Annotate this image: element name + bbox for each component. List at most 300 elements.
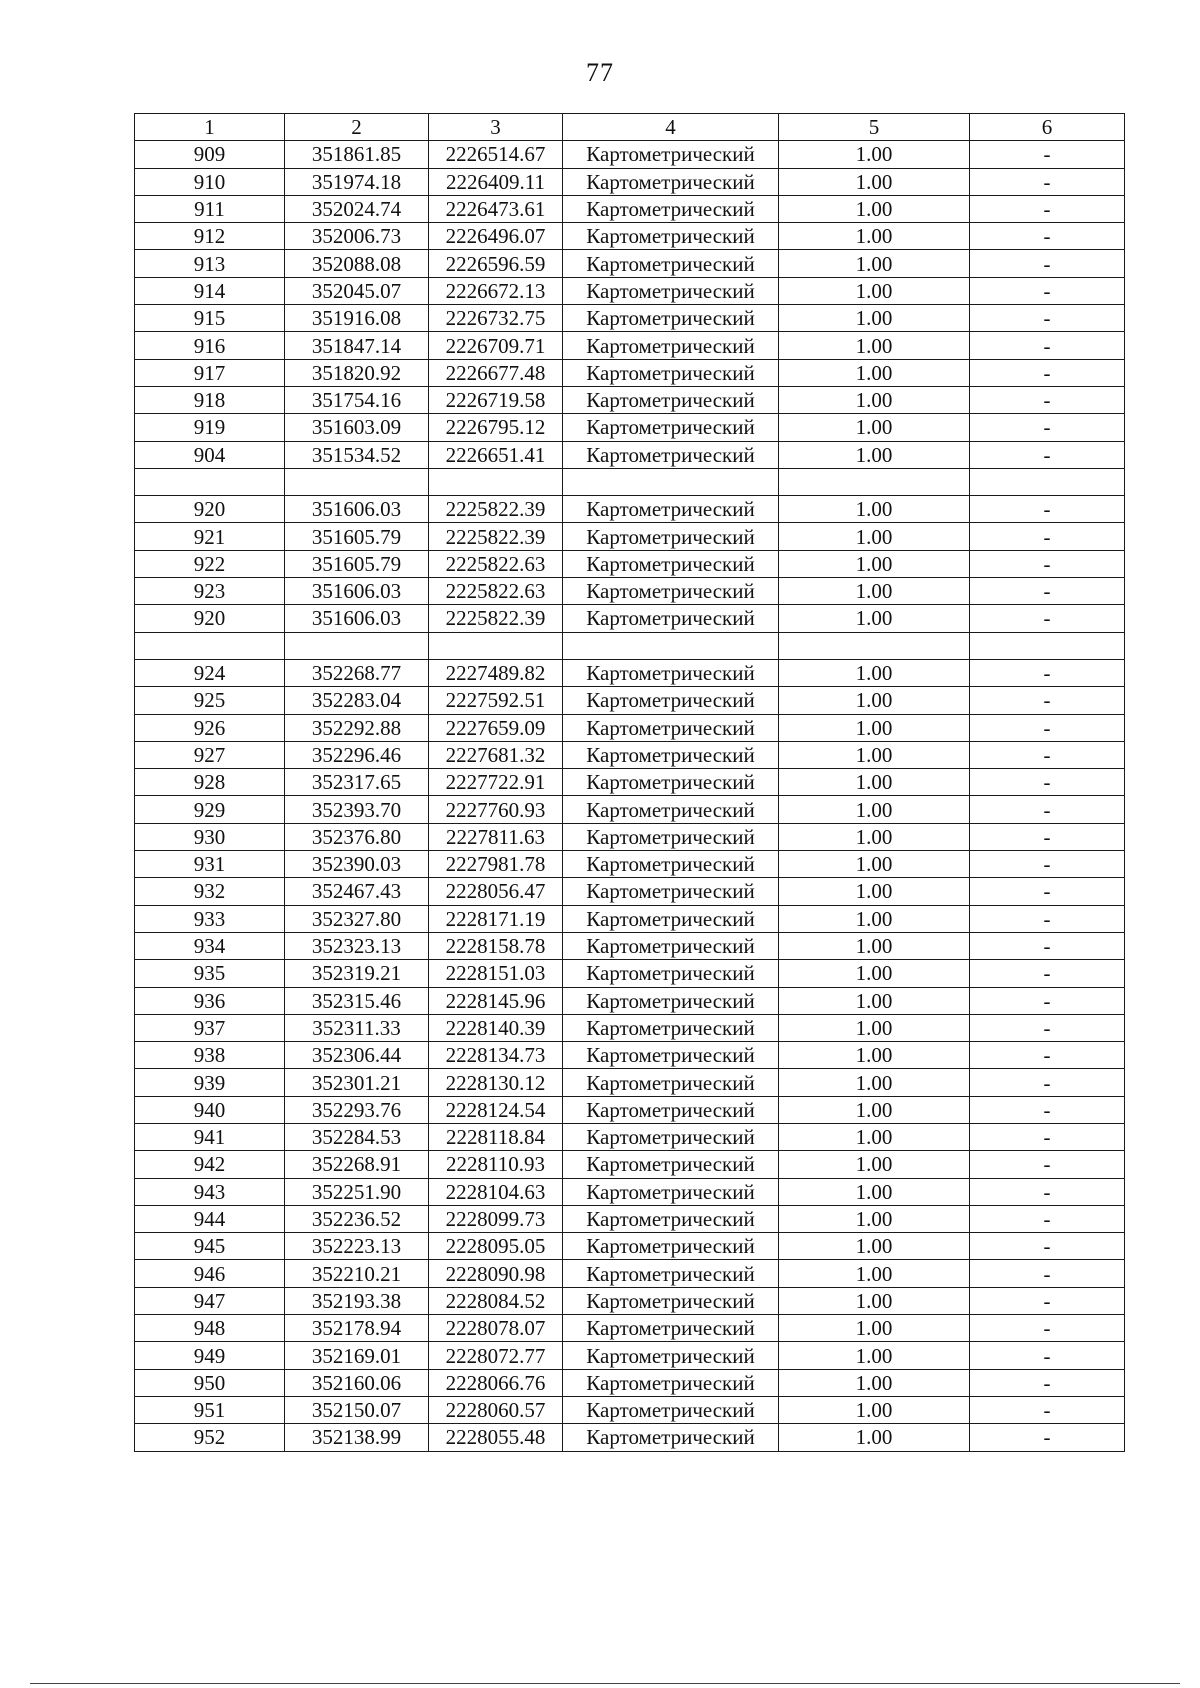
description-cell: - bbox=[970, 1042, 1125, 1069]
table-row bbox=[135, 1205, 1125, 1232]
page-number: 77 bbox=[586, 58, 614, 87]
point-number-cell: 941 bbox=[135, 1123, 285, 1150]
x-coordinate-cell: 351974.18 bbox=[285, 168, 429, 195]
description-cell: - bbox=[970, 1014, 1125, 1041]
description-cell: - bbox=[970, 1069, 1125, 1096]
point-number-cell: 950 bbox=[135, 1369, 285, 1396]
description-cell: - bbox=[970, 1396, 1125, 1423]
y-coordinate-cell: 2228066.76 bbox=[429, 1369, 563, 1396]
point-number-cell: 926 bbox=[135, 714, 285, 741]
method-cell: Картометрический bbox=[563, 250, 779, 277]
method-cell: Картометрический bbox=[563, 1178, 779, 1205]
accuracy-cell bbox=[779, 632, 970, 659]
column-header: 5 bbox=[779, 114, 970, 141]
description-cell: - bbox=[970, 414, 1125, 441]
description-cell: - bbox=[970, 250, 1125, 277]
description-cell: - bbox=[970, 332, 1125, 359]
method-cell: Картометрический bbox=[563, 714, 779, 741]
table-row bbox=[135, 550, 1125, 577]
point-number-cell bbox=[135, 468, 285, 495]
method-cell: Картометрический bbox=[563, 605, 779, 632]
y-coordinate-cell: 2227811.63 bbox=[429, 823, 563, 850]
description-cell: - bbox=[970, 687, 1125, 714]
accuracy-cell: 1.00 bbox=[779, 578, 970, 605]
accuracy-cell: 1.00 bbox=[779, 823, 970, 850]
x-coordinate-cell: 352315.46 bbox=[285, 987, 429, 1014]
description-cell: - bbox=[970, 1123, 1125, 1150]
y-coordinate-cell: 2225822.39 bbox=[429, 496, 563, 523]
y-coordinate-cell bbox=[429, 632, 563, 659]
x-coordinate-cell: 352088.08 bbox=[285, 250, 429, 277]
table-row bbox=[135, 414, 1125, 441]
table-row bbox=[135, 659, 1125, 686]
y-coordinate-cell: 2228110.93 bbox=[429, 1151, 563, 1178]
method-cell: Картометрический bbox=[563, 168, 779, 195]
method-cell: Картометрический bbox=[563, 1369, 779, 1396]
method-cell: Картометрический bbox=[563, 823, 779, 850]
method-cell: Картометрический bbox=[563, 578, 779, 605]
description-cell: - bbox=[970, 386, 1125, 413]
accuracy-cell: 1.00 bbox=[779, 1287, 970, 1314]
point-number-cell: 931 bbox=[135, 851, 285, 878]
method-cell: Картометрический bbox=[563, 1424, 779, 1451]
x-coordinate-cell: 352045.07 bbox=[285, 277, 429, 304]
point-number-cell: 927 bbox=[135, 741, 285, 768]
y-coordinate-cell: 2226473.61 bbox=[429, 195, 563, 222]
accuracy-cell: 1.00 bbox=[779, 141, 970, 168]
accuracy-cell: 1.00 bbox=[779, 1396, 970, 1423]
method-cell bbox=[563, 468, 779, 495]
x-coordinate-cell: 352327.80 bbox=[285, 905, 429, 932]
x-coordinate-cell: 352390.03 bbox=[285, 851, 429, 878]
point-number-cell: 925 bbox=[135, 687, 285, 714]
x-coordinate-cell: 351606.03 bbox=[285, 605, 429, 632]
point-number-cell: 937 bbox=[135, 1014, 285, 1041]
accuracy-cell: 1.00 bbox=[779, 1205, 970, 1232]
point-number-cell: 947 bbox=[135, 1287, 285, 1314]
point-number-cell: 909 bbox=[135, 141, 285, 168]
accuracy-cell: 1.00 bbox=[779, 796, 970, 823]
description-cell: - bbox=[970, 741, 1125, 768]
point-number-cell: 920 bbox=[135, 605, 285, 632]
y-coordinate-cell: 2226596.59 bbox=[429, 250, 563, 277]
table-header-row bbox=[135, 114, 1125, 141]
method-cell: Картометрический bbox=[563, 386, 779, 413]
method-cell: Картометрический bbox=[563, 741, 779, 768]
method-cell: Картометрический bbox=[563, 223, 779, 250]
table-row bbox=[135, 1178, 1125, 1205]
point-number-cell: 919 bbox=[135, 414, 285, 441]
accuracy-cell: 1.00 bbox=[779, 1014, 970, 1041]
accuracy-cell: 1.00 bbox=[779, 195, 970, 222]
point-number-cell: 935 bbox=[135, 960, 285, 987]
coordinates-table bbox=[134, 113, 1125, 1452]
description-cell: - bbox=[970, 1342, 1125, 1369]
accuracy-cell: 1.00 bbox=[779, 905, 970, 932]
description-cell: - bbox=[970, 1205, 1125, 1232]
x-coordinate-cell: 351861.85 bbox=[285, 141, 429, 168]
column-header: 3 bbox=[429, 114, 563, 141]
x-coordinate-cell bbox=[285, 468, 429, 495]
table-row bbox=[135, 578, 1125, 605]
accuracy-cell: 1.00 bbox=[779, 878, 970, 905]
description-cell: - bbox=[970, 796, 1125, 823]
point-number-cell: 922 bbox=[135, 550, 285, 577]
method-cell: Картометрический bbox=[563, 1096, 779, 1123]
description-cell: - bbox=[970, 1151, 1125, 1178]
accuracy-cell: 1.00 bbox=[779, 960, 970, 987]
point-number-cell: 917 bbox=[135, 359, 285, 386]
description-cell: - bbox=[970, 141, 1125, 168]
y-coordinate-cell bbox=[429, 468, 563, 495]
accuracy-cell: 1.00 bbox=[779, 1315, 970, 1342]
description-cell: - bbox=[970, 1178, 1125, 1205]
point-number-cell: 944 bbox=[135, 1205, 285, 1232]
table-row bbox=[135, 332, 1125, 359]
accuracy-cell: 1.00 bbox=[779, 987, 970, 1014]
description-cell: - bbox=[970, 1233, 1125, 1260]
y-coordinate-cell: 2226409.11 bbox=[429, 168, 563, 195]
table-row bbox=[135, 1096, 1125, 1123]
x-coordinate-cell: 351606.03 bbox=[285, 496, 429, 523]
table-row bbox=[135, 932, 1125, 959]
method-cell: Картометрический bbox=[563, 332, 779, 359]
point-number-cell: 946 bbox=[135, 1260, 285, 1287]
method-cell: Картометрический bbox=[563, 1396, 779, 1423]
y-coordinate-cell: 2228099.73 bbox=[429, 1205, 563, 1232]
x-coordinate-cell: 351534.52 bbox=[285, 441, 429, 468]
table-row bbox=[135, 1123, 1125, 1150]
x-coordinate-cell: 351820.92 bbox=[285, 359, 429, 386]
table-row bbox=[135, 1342, 1125, 1369]
description-cell: - bbox=[970, 823, 1125, 850]
table-row bbox=[135, 960, 1125, 987]
method-cell: Картометрический bbox=[563, 305, 779, 332]
table-row bbox=[135, 1396, 1125, 1423]
accuracy-cell bbox=[779, 468, 970, 495]
x-coordinate-cell: 352210.21 bbox=[285, 1260, 429, 1287]
x-coordinate-cell: 352317.65 bbox=[285, 769, 429, 796]
description-cell: - bbox=[970, 769, 1125, 796]
table-row bbox=[135, 168, 1125, 195]
table-row bbox=[135, 1069, 1125, 1096]
description-cell: - bbox=[970, 1287, 1125, 1314]
description-cell: - bbox=[970, 960, 1125, 987]
page-bottom-rule bbox=[30, 1683, 1180, 1684]
accuracy-cell: 1.00 bbox=[779, 714, 970, 741]
description-cell: - bbox=[970, 550, 1125, 577]
table-separator-row bbox=[135, 632, 1125, 659]
accuracy-cell: 1.00 bbox=[779, 168, 970, 195]
column-header: 6 bbox=[970, 114, 1125, 141]
description-cell: - bbox=[970, 1369, 1125, 1396]
point-number-cell: 938 bbox=[135, 1042, 285, 1069]
point-number-cell: 916 bbox=[135, 332, 285, 359]
x-coordinate-cell: 351916.08 bbox=[285, 305, 429, 332]
point-number-cell: 952 bbox=[135, 1424, 285, 1451]
column-header: 1 bbox=[135, 114, 285, 141]
x-coordinate-cell: 351847.14 bbox=[285, 332, 429, 359]
accuracy-cell: 1.00 bbox=[779, 1233, 970, 1260]
table-row bbox=[135, 878, 1125, 905]
table-row bbox=[135, 1233, 1125, 1260]
x-coordinate-cell: 352169.01 bbox=[285, 1342, 429, 1369]
point-number-cell: 929 bbox=[135, 796, 285, 823]
point-number-cell: 921 bbox=[135, 523, 285, 550]
description-cell: - bbox=[970, 578, 1125, 605]
x-coordinate-cell: 352293.76 bbox=[285, 1096, 429, 1123]
description-cell: - bbox=[970, 496, 1125, 523]
y-coordinate-cell: 2228118.84 bbox=[429, 1123, 563, 1150]
accuracy-cell: 1.00 bbox=[779, 332, 970, 359]
method-cell: Картометрический bbox=[563, 1315, 779, 1342]
y-coordinate-cell: 2226677.48 bbox=[429, 359, 563, 386]
y-coordinate-cell: 2228130.12 bbox=[429, 1069, 563, 1096]
method-cell: Картометрический bbox=[563, 1123, 779, 1150]
accuracy-cell: 1.00 bbox=[779, 277, 970, 304]
method-cell: Картометрический bbox=[563, 1205, 779, 1232]
description-cell: - bbox=[970, 714, 1125, 741]
point-number-cell: 951 bbox=[135, 1396, 285, 1423]
description-cell: - bbox=[970, 605, 1125, 632]
y-coordinate-cell: 2225822.63 bbox=[429, 578, 563, 605]
point-number-cell: 948 bbox=[135, 1315, 285, 1342]
y-coordinate-cell: 2228104.63 bbox=[429, 1178, 563, 1205]
method-cell: Картометрический bbox=[563, 1069, 779, 1096]
method-cell: Картометрический bbox=[563, 932, 779, 959]
y-coordinate-cell: 2225822.39 bbox=[429, 523, 563, 550]
accuracy-cell: 1.00 bbox=[779, 1424, 970, 1451]
table-row bbox=[135, 1287, 1125, 1314]
point-number-cell: 915 bbox=[135, 305, 285, 332]
y-coordinate-cell: 2228124.54 bbox=[429, 1096, 563, 1123]
description-cell: - bbox=[970, 932, 1125, 959]
y-coordinate-cell: 2228158.78 bbox=[429, 932, 563, 959]
accuracy-cell: 1.00 bbox=[779, 223, 970, 250]
y-coordinate-cell: 2226651.41 bbox=[429, 441, 563, 468]
accuracy-cell: 1.00 bbox=[779, 359, 970, 386]
point-number-cell: 911 bbox=[135, 195, 285, 222]
table-row bbox=[135, 714, 1125, 741]
table-row bbox=[135, 195, 1125, 222]
point-number-cell: 936 bbox=[135, 987, 285, 1014]
accuracy-cell: 1.00 bbox=[779, 1260, 970, 1287]
table-row bbox=[135, 141, 1125, 168]
y-coordinate-cell: 2228090.98 bbox=[429, 1260, 563, 1287]
x-coordinate-cell: 352024.74 bbox=[285, 195, 429, 222]
y-coordinate-cell: 2226496.07 bbox=[429, 223, 563, 250]
description-cell: - bbox=[970, 305, 1125, 332]
method-cell: Картометрический bbox=[563, 277, 779, 304]
accuracy-cell: 1.00 bbox=[779, 550, 970, 577]
description-cell: - bbox=[970, 277, 1125, 304]
accuracy-cell: 1.00 bbox=[779, 1069, 970, 1096]
description-cell: - bbox=[970, 168, 1125, 195]
y-coordinate-cell: 2228060.57 bbox=[429, 1396, 563, 1423]
y-coordinate-cell: 2226795.12 bbox=[429, 414, 563, 441]
column-header: 2 bbox=[285, 114, 429, 141]
y-coordinate-cell: 2227592.51 bbox=[429, 687, 563, 714]
point-number-cell: 932 bbox=[135, 878, 285, 905]
point-number-cell: 904 bbox=[135, 441, 285, 468]
point-number-cell: 920 bbox=[135, 496, 285, 523]
method-cell: Картометрический bbox=[563, 796, 779, 823]
table-row bbox=[135, 386, 1125, 413]
x-coordinate-cell: 352393.70 bbox=[285, 796, 429, 823]
x-coordinate-cell: 352268.77 bbox=[285, 659, 429, 686]
table-separator-row bbox=[135, 468, 1125, 495]
method-cell: Картометрический bbox=[563, 550, 779, 577]
description-cell: - bbox=[970, 359, 1125, 386]
method-cell: Картометрический bbox=[563, 1287, 779, 1314]
y-coordinate-cell: 2228056.47 bbox=[429, 878, 563, 905]
accuracy-cell: 1.00 bbox=[779, 1151, 970, 1178]
x-coordinate-cell: 352306.44 bbox=[285, 1042, 429, 1069]
accuracy-cell: 1.00 bbox=[779, 1123, 970, 1150]
point-number-cell: 943 bbox=[135, 1178, 285, 1205]
description-cell: - bbox=[970, 878, 1125, 905]
accuracy-cell: 1.00 bbox=[779, 605, 970, 632]
y-coordinate-cell: 2228055.48 bbox=[429, 1424, 563, 1451]
y-coordinate-cell: 2225822.39 bbox=[429, 605, 563, 632]
table-row bbox=[135, 1042, 1125, 1069]
x-coordinate-cell: 351605.79 bbox=[285, 550, 429, 577]
point-number-cell: 942 bbox=[135, 1151, 285, 1178]
description-cell: - bbox=[970, 1424, 1125, 1451]
y-coordinate-cell: 2228095.05 bbox=[429, 1233, 563, 1260]
accuracy-cell: 1.00 bbox=[779, 305, 970, 332]
y-coordinate-cell: 2226732.75 bbox=[429, 305, 563, 332]
x-coordinate-cell: 352236.52 bbox=[285, 1205, 429, 1232]
point-number-cell: 930 bbox=[135, 823, 285, 850]
description-cell bbox=[970, 468, 1125, 495]
accuracy-cell: 1.00 bbox=[779, 769, 970, 796]
x-coordinate-cell: 352323.13 bbox=[285, 932, 429, 959]
x-coordinate-cell: 352296.46 bbox=[285, 741, 429, 768]
point-number-cell bbox=[135, 632, 285, 659]
y-coordinate-cell: 2227659.09 bbox=[429, 714, 563, 741]
accuracy-cell: 1.00 bbox=[779, 1178, 970, 1205]
method-cell: Картометрический bbox=[563, 878, 779, 905]
accuracy-cell: 1.00 bbox=[779, 851, 970, 878]
description-cell: - bbox=[970, 1260, 1125, 1287]
y-coordinate-cell: 2228084.52 bbox=[429, 1287, 563, 1314]
x-coordinate-cell: 351606.03 bbox=[285, 578, 429, 605]
method-cell: Картометрический bbox=[563, 905, 779, 932]
method-cell: Картометрический bbox=[563, 851, 779, 878]
method-cell: Картометрический bbox=[563, 141, 779, 168]
method-cell: Картометрический bbox=[563, 1014, 779, 1041]
y-coordinate-cell: 2228078.07 bbox=[429, 1315, 563, 1342]
y-coordinate-cell: 2225822.63 bbox=[429, 550, 563, 577]
accuracy-cell: 1.00 bbox=[779, 1042, 970, 1069]
point-number-cell: 928 bbox=[135, 769, 285, 796]
y-coordinate-cell: 2228140.39 bbox=[429, 1014, 563, 1041]
accuracy-cell: 1.00 bbox=[779, 441, 970, 468]
table-row bbox=[135, 687, 1125, 714]
description-cell bbox=[970, 632, 1125, 659]
y-coordinate-cell: 2228072.77 bbox=[429, 1342, 563, 1369]
point-number-cell: 924 bbox=[135, 659, 285, 686]
x-coordinate-cell: 351605.79 bbox=[285, 523, 429, 550]
method-cell: Картометрический bbox=[563, 496, 779, 523]
description-cell: - bbox=[970, 851, 1125, 878]
method-cell: Картометрический bbox=[563, 359, 779, 386]
x-coordinate-cell: 352311.33 bbox=[285, 1014, 429, 1041]
x-coordinate-cell: 352251.90 bbox=[285, 1178, 429, 1205]
accuracy-cell: 1.00 bbox=[779, 386, 970, 413]
x-coordinate-cell: 351754.16 bbox=[285, 386, 429, 413]
accuracy-cell: 1.00 bbox=[779, 741, 970, 768]
x-coordinate-cell: 351603.09 bbox=[285, 414, 429, 441]
method-cell: Картометрический bbox=[563, 687, 779, 714]
table-row bbox=[135, 1315, 1125, 1342]
table-row bbox=[135, 223, 1125, 250]
method-cell: Картометрический bbox=[563, 1233, 779, 1260]
method-cell: Картометрический bbox=[563, 1342, 779, 1369]
x-coordinate-cell: 352138.99 bbox=[285, 1424, 429, 1451]
point-number-cell: 939 bbox=[135, 1069, 285, 1096]
table-row bbox=[135, 605, 1125, 632]
y-coordinate-cell: 2227681.32 bbox=[429, 741, 563, 768]
x-coordinate-cell: 352376.80 bbox=[285, 823, 429, 850]
method-cell: Картометрический bbox=[563, 414, 779, 441]
y-coordinate-cell: 2226719.58 bbox=[429, 386, 563, 413]
point-number-cell: 910 bbox=[135, 168, 285, 195]
description-cell: - bbox=[970, 987, 1125, 1014]
y-coordinate-cell: 2227981.78 bbox=[429, 851, 563, 878]
table-row bbox=[135, 1014, 1125, 1041]
method-cell: Картометрический bbox=[563, 987, 779, 1014]
x-coordinate-cell: 352006.73 bbox=[285, 223, 429, 250]
table-row bbox=[135, 359, 1125, 386]
point-number-cell: 933 bbox=[135, 905, 285, 932]
x-coordinate-cell: 352160.06 bbox=[285, 1369, 429, 1396]
point-number-cell: 918 bbox=[135, 386, 285, 413]
table-row bbox=[135, 305, 1125, 332]
point-number-cell: 949 bbox=[135, 1342, 285, 1369]
x-coordinate-cell: 352467.43 bbox=[285, 878, 429, 905]
method-cell: Картометрический bbox=[563, 1042, 779, 1069]
point-number-cell: 914 bbox=[135, 277, 285, 304]
method-cell: Картометрический bbox=[563, 523, 779, 550]
method-cell: Картометрический bbox=[563, 195, 779, 222]
method-cell: Картометрический bbox=[563, 960, 779, 987]
table-row bbox=[135, 851, 1125, 878]
point-number-cell: 912 bbox=[135, 223, 285, 250]
x-coordinate-cell: 352301.21 bbox=[285, 1069, 429, 1096]
y-coordinate-cell: 2227722.91 bbox=[429, 769, 563, 796]
x-coordinate-cell: 352178.94 bbox=[285, 1315, 429, 1342]
point-number-cell: 940 bbox=[135, 1096, 285, 1123]
y-coordinate-cell: 2226709.71 bbox=[429, 332, 563, 359]
accuracy-cell: 1.00 bbox=[779, 523, 970, 550]
description-cell: - bbox=[970, 659, 1125, 686]
x-coordinate-cell: 352150.07 bbox=[285, 1396, 429, 1423]
y-coordinate-cell: 2228171.19 bbox=[429, 905, 563, 932]
x-coordinate-cell: 352268.91 bbox=[285, 1151, 429, 1178]
table-row bbox=[135, 441, 1125, 468]
description-cell: - bbox=[970, 441, 1125, 468]
description-cell: - bbox=[970, 523, 1125, 550]
x-coordinate-cell: 352292.88 bbox=[285, 714, 429, 741]
column-header: 4 bbox=[563, 114, 779, 141]
method-cell: Картометрический bbox=[563, 1151, 779, 1178]
accuracy-cell: 1.00 bbox=[779, 1096, 970, 1123]
x-coordinate-cell: 352223.13 bbox=[285, 1233, 429, 1260]
table-row bbox=[135, 523, 1125, 550]
accuracy-cell: 1.00 bbox=[779, 932, 970, 959]
